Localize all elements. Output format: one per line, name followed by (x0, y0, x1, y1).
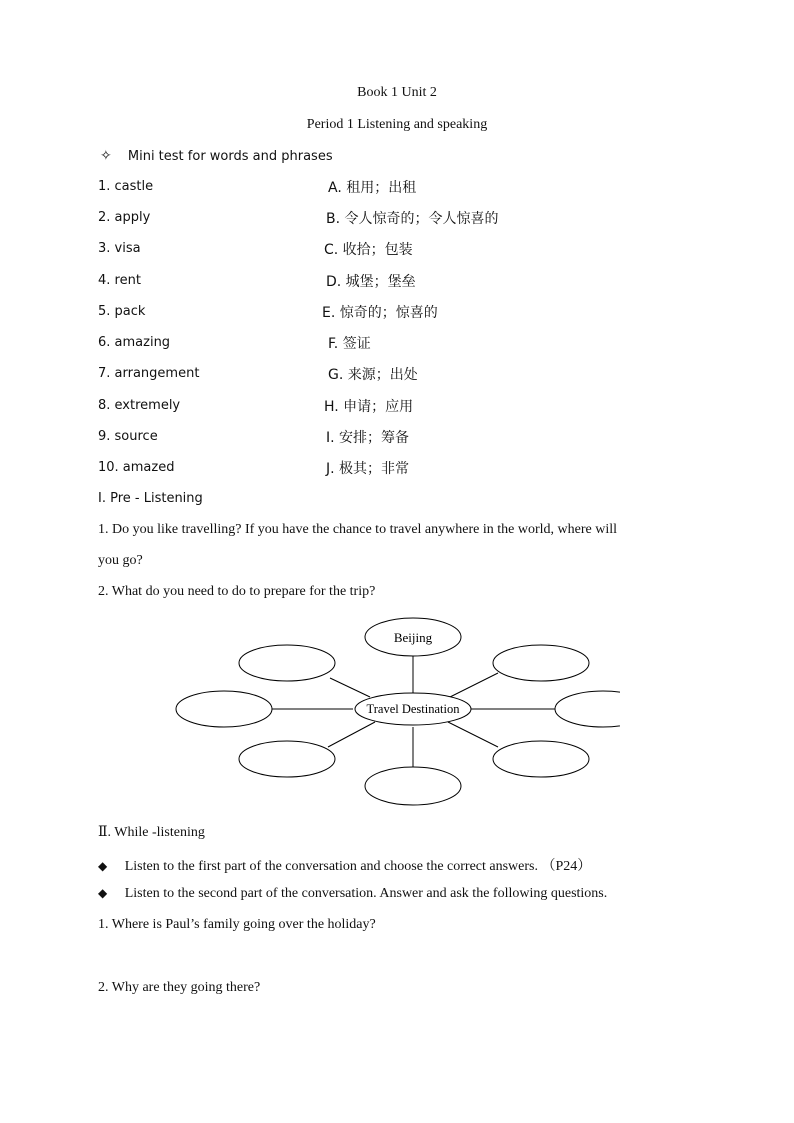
vocab-meaning: G. 来源；出处 (328, 367, 418, 383)
node-bottom (365, 767, 461, 805)
diamond-filled-icon: ◆ (98, 886, 108, 900)
word-row (98, 273, 698, 293)
connector-upper-left (330, 678, 370, 697)
node-lower-left (239, 741, 335, 777)
while-listening-heading: Ⅱ. While -listening (98, 825, 205, 840)
pre-listening-question-2: 2. What do you need to do to prepare for the trip? (98, 584, 376, 599)
word-row (98, 429, 698, 449)
task-1-text: Listen to the first part of the conversation and choose the correct answers. （P24） (124, 859, 592, 874)
vocab-word: 2. apply (98, 210, 151, 225)
vocab-word: 10. amazed (98, 460, 175, 475)
vocab-meaning: D. 城堡；堡垒 (326, 274, 416, 290)
pre-listening-heading: Ⅰ. Pre - Listening (98, 491, 203, 506)
word-row (98, 241, 698, 261)
node-upper-left (239, 645, 335, 681)
word-row (98, 179, 698, 199)
while-listening-task-2 (98, 886, 607, 902)
node-upper-right (493, 645, 589, 681)
vocab-meaning: I. 安排；筹备 (326, 430, 410, 446)
word-row (98, 398, 698, 418)
travel-destination-diagram (170, 615, 620, 810)
vocab-word: 4. rent (98, 273, 141, 288)
vocab-meaning: A. 租用；出租 (328, 180, 417, 196)
diamond-filled-icon: ◆ (98, 859, 108, 873)
word-row (98, 335, 698, 355)
while-listening-question-2: 2. Why are they going there? (98, 980, 261, 995)
word-row (98, 304, 698, 324)
vocab-meaning: B. 令人惊奇的；令人惊喜的 (326, 211, 499, 227)
word-row (98, 460, 698, 480)
node-top-label: Beijing (393, 630, 433, 645)
node-left (176, 691, 272, 727)
vocab-word: 7. arrangement (98, 366, 200, 381)
vocab-meaning: F. 签证 (328, 336, 371, 352)
while-listening-question-1: 1. Where is Paul’s family going over the holiday? (98, 917, 376, 932)
word-row (98, 210, 698, 230)
connector-lower-right (448, 722, 498, 747)
vocab-meaning: E. 惊奇的；惊喜的 (322, 305, 438, 321)
page-title: Book 1 Unit 2 (357, 85, 437, 100)
while-listening-task-1 (98, 855, 591, 875)
mini-test-heading (100, 148, 333, 164)
connector-lower-left (328, 722, 375, 747)
vocab-meaning: J. 极其；非常 (326, 461, 410, 477)
pre-listening-question-1-cont: you go? (98, 553, 143, 568)
vocab-word: 8. extremely (98, 398, 181, 413)
task-2-text: Listen to the second part of the conversation. Answer and ask the following questions. (124, 886, 608, 901)
connector-upper-right (450, 673, 498, 697)
vocab-word: 9. source (98, 429, 158, 444)
vocab-word: 3. visa (98, 241, 141, 256)
pre-listening-question-1: 1. Do you like travelling? If you have the chance to travel anywhere in the world, where will (98, 522, 617, 537)
page-subtitle: Period 1 Listening and speaking (306, 117, 488, 132)
mini-test-heading-text: Mini test for words and phrases (127, 149, 333, 164)
node-right (555, 691, 620, 727)
node-lower-right (493, 741, 589, 777)
word-row (98, 366, 698, 386)
node-center-label: Travel Destination (366, 702, 460, 716)
vocab-meaning: H. 申请；应用 (324, 399, 414, 415)
vocab-word: 6. amazing (98, 335, 171, 350)
vocab-meaning: C. 收拾；包装 (324, 242, 413, 258)
vocab-word: 1. castle (98, 179, 154, 194)
diamond-outline-icon: ✧ (100, 148, 112, 164)
vocab-word: 5. pack (98, 304, 146, 319)
